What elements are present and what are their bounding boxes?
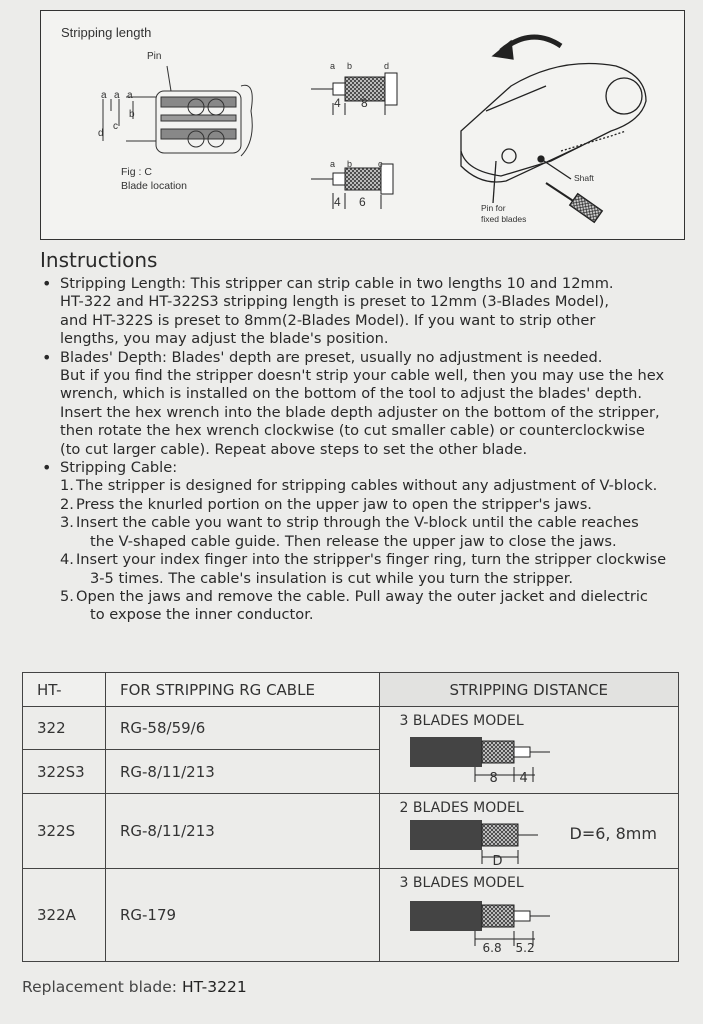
step-number: 1. (60, 477, 74, 495)
step-number: 4. (60, 551, 74, 569)
dim-value: 8 (489, 771, 498, 786)
stripping-steps-list (40, 477, 680, 624)
text-line: wrench, which is installed on the bottom of the tool to adjust the blades' depth. (60, 385, 643, 403)
cable-cell: RG-179 (105, 869, 379, 962)
model-cell: 322S (23, 794, 106, 869)
dim-c-label: c (113, 121, 118, 132)
model-title: 2 BLADES MODEL (399, 800, 524, 816)
cable-top-len2: 8 (361, 96, 368, 110)
cable-bottom-label-a: a (330, 159, 336, 169)
cable-bottom-label-c: c (378, 159, 383, 169)
text-line: Press the knurled portion on the upper jaw to open the stripper's jaws. (76, 495, 592, 513)
d-value-label: D=6, 8mm (569, 824, 657, 843)
text-line: The stripper is designed for stripping cables without any adjustment of V-block. (76, 477, 658, 495)
cable-top-label-b: b (347, 61, 353, 71)
step-number: 3. (60, 514, 74, 532)
blade-location-label: Blade location (121, 180, 187, 192)
table-header-row (23, 673, 679, 707)
shaft-label: Shaft (574, 173, 594, 183)
model-cell: 322A (23, 869, 106, 962)
dim-value: 5.2 (515, 941, 535, 955)
cable-top-label-a: a (330, 61, 336, 71)
list-item (60, 551, 680, 588)
stripping-cable-title: • Stripping Cable: (60, 459, 178, 477)
pin-fixed-label-1: Pin for (481, 203, 506, 213)
table-row (23, 707, 679, 750)
blade-location-drawing (103, 66, 252, 156)
text-line: Insert the cable you want to strip through the V-block until the cable reaches (76, 514, 639, 532)
cable-cell: RG-8/11/213 (105, 750, 379, 794)
cable-bottom-len2: 6 (359, 195, 366, 209)
distance-cell-2-blades (379, 794, 679, 869)
dim-value: 4 (519, 771, 528, 786)
header-model: HT- (23, 673, 106, 707)
distance-cell-3-blades-alt (379, 869, 679, 962)
list-item (60, 496, 680, 514)
replacement-blade-note (22, 978, 247, 996)
stripping-cable-paragraph (40, 459, 680, 477)
dim-value: 6.8 (482, 941, 502, 955)
table-row (23, 869, 679, 962)
text-line: • Stripping Length: This stripper can strip cable in two lengths 10 and 12mm. (60, 275, 614, 292)
stripping-length-paragraph (40, 275, 680, 349)
header-distance: STRIPPING DISTANCE (379, 673, 679, 707)
stripping-length-title: Stripping length (61, 25, 152, 40)
text-line: (to cut larger cable). Repeat above steps to set the other blade. (60, 440, 528, 458)
text-line: HT-322 and HT-322S3 stripping length is preset to 12mm (3-Blades Model), (60, 293, 609, 311)
list-item (60, 477, 680, 495)
distance-cell-3-blades (379, 707, 679, 794)
cable-bottom-label-b: b (347, 159, 353, 169)
dim-b-label: b (129, 109, 135, 120)
text-line: the V-shaped cable guide. Then release the upper jaw to close the jaws. (90, 532, 617, 550)
replacement-code: HT-3221 (181, 978, 247, 996)
dim-a-label: a (127, 90, 133, 101)
header-cable: FOR STRIPPING RG CABLE (105, 673, 379, 707)
dim-a-label: a (114, 90, 120, 101)
fig-caption: Fig : C (121, 166, 152, 178)
text-line: 3-5 times. The cable's insulation is cut while you turn the stripper. (90, 569, 574, 587)
model-title: 3 BLADES MODEL (399, 713, 524, 729)
table-row (23, 794, 679, 869)
cable-top-label-d: d (384, 61, 390, 71)
cable-diagram-bottom (311, 164, 393, 209)
cable-top-len1: 4 (334, 96, 341, 110)
list-item (60, 514, 680, 551)
replacement-label: Replacement blade: (22, 978, 182, 996)
cable-cell: RG-58/59/6 (105, 707, 379, 750)
cable-bottom-len1: 4 (334, 195, 341, 209)
stripping-length-figure (40, 10, 685, 240)
step-number: 2. (60, 495, 74, 513)
instructions-body (40, 275, 680, 625)
text-line: then rotate the hex wrench clockwise (to cut smaller cable) or counterclockwise (60, 422, 645, 440)
text-line: and HT-322S is preset to 8mm(2-Blades Model). If you want to strip other (60, 311, 596, 329)
model-title: 3 BLADES MODEL (399, 875, 524, 891)
model-cell: 322S3 (23, 750, 106, 794)
model-cell: 322 (23, 707, 106, 750)
pin-label: Pin (147, 51, 162, 62)
blades-depth-paragraph (40, 349, 680, 459)
text-line: Insert your index finger into the stripper's finger ring, turn the stripper clockwise (76, 551, 667, 569)
stripping-spec-table (22, 672, 679, 962)
dim-a-label: a (101, 90, 107, 101)
list-item (60, 588, 680, 625)
text-line: to expose the inner conductor. (90, 606, 314, 624)
text-line: lengths, you may adjust the blade's position. (60, 330, 389, 348)
text-line: Insert the hex wrench into the blade depth adjuster on the bottom of the stripper, (60, 403, 660, 421)
step-number: 5. (60, 587, 74, 605)
pin-fixed-label-2: fixed blades (481, 214, 527, 224)
instructions-heading: Instructions (40, 248, 158, 272)
stripper-tool-drawing (461, 37, 646, 222)
dim-value: D (492, 854, 503, 869)
text-line: Open the jaws and remove the cable. Pull away the outer jacket and dielectric (76, 587, 648, 605)
text-line: • Blades' Depth: Blades' depth are preset, usually no adjustment is needed. (60, 348, 603, 366)
cable-cell: RG-8/11/213 (105, 794, 379, 869)
cable-diagram-top (311, 73, 397, 115)
text-line: But if you find the stripper doesn't strip your cable well, then you may use the hex (60, 367, 665, 385)
dim-d-label: d (98, 128, 104, 139)
